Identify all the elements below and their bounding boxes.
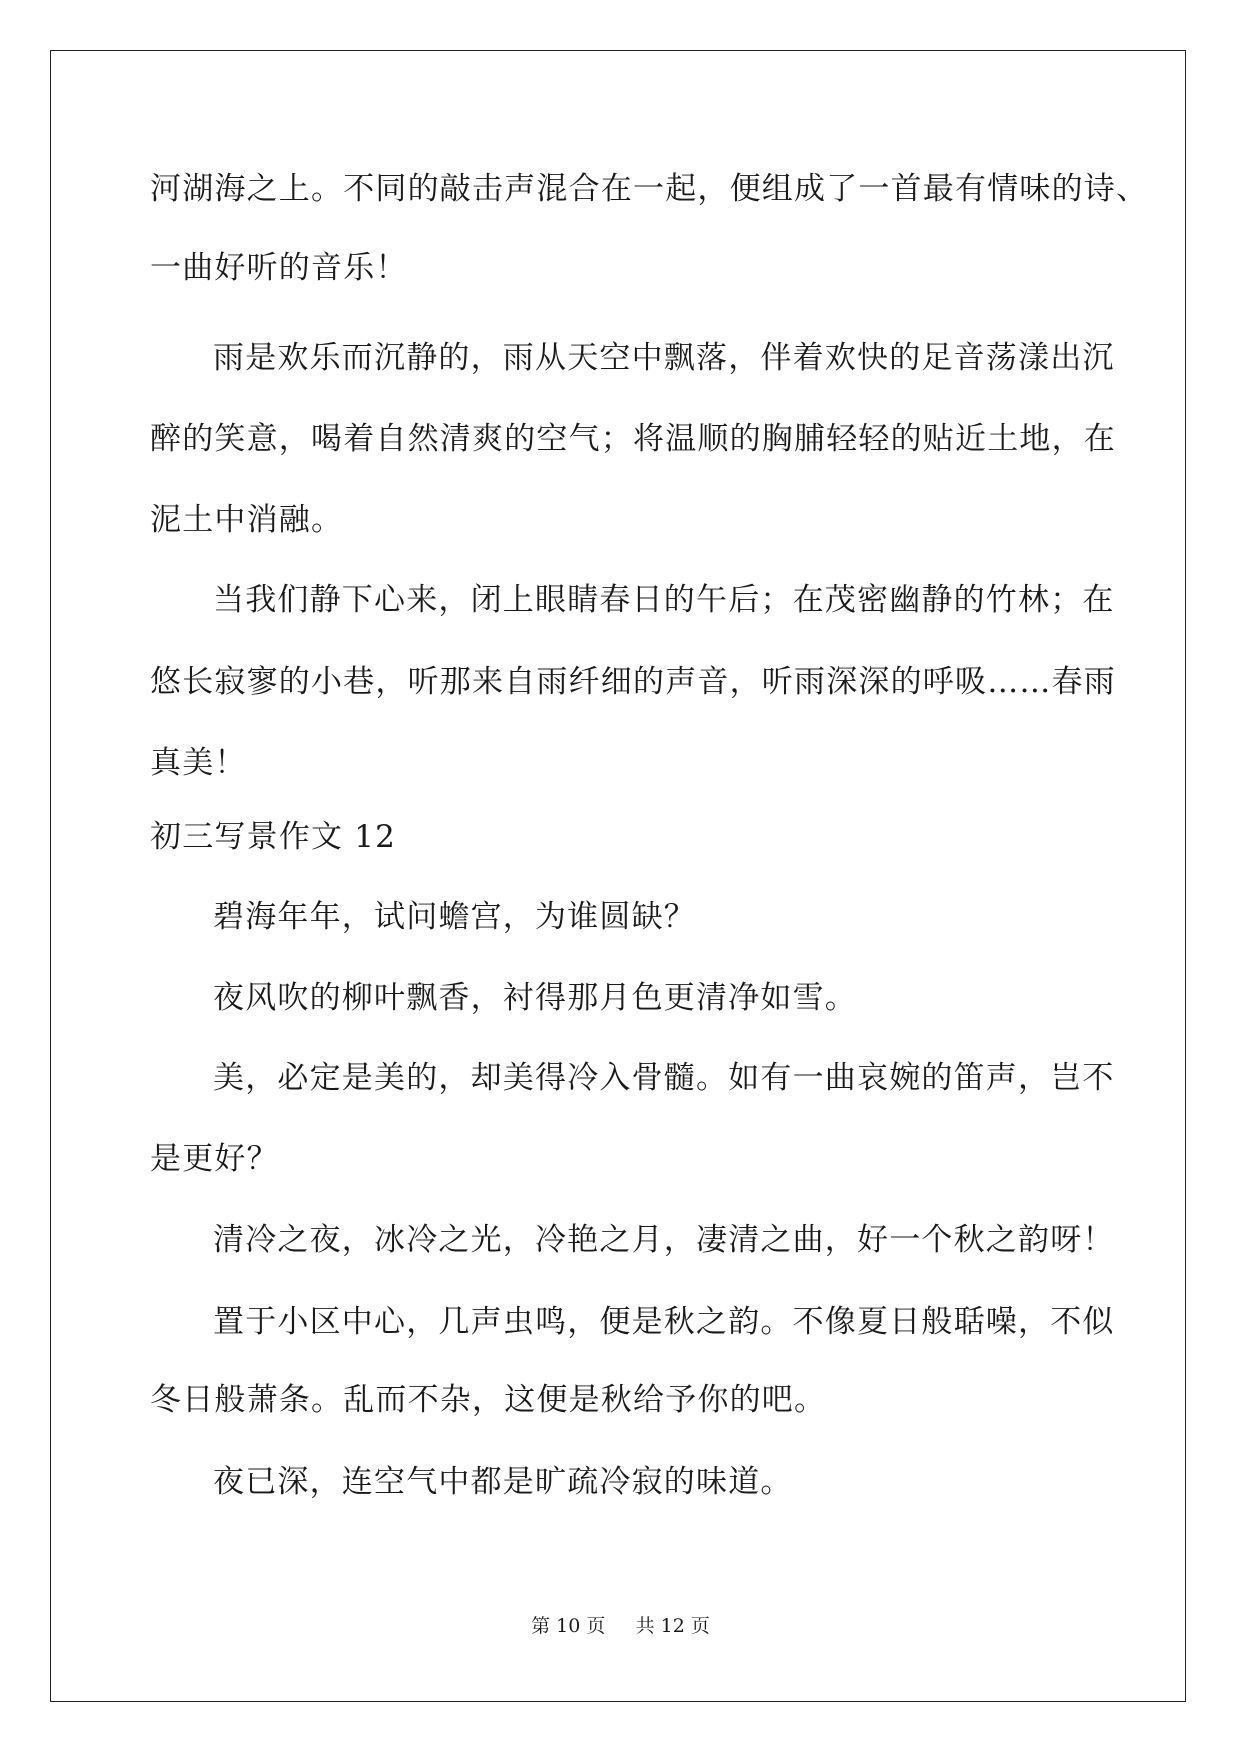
text-line: 真美！ <box>150 745 247 781</box>
paragraph-start-line: 夜已深，连空气中都是旷疏冷寂的味道。 <box>213 1464 793 1500</box>
page-number: 第 10 页 <box>531 1615 606 1637</box>
page-total: 共 12 页 <box>635 1615 710 1637</box>
page-footer <box>0 1614 1241 1638</box>
text-line: 悠长寂寥的小巷，听那来自雨纤细的声音，听雨深深的呼吸……春雨 <box>150 664 1116 700</box>
paragraph-start-line: 当我们静下心来，闭上眼睛春日的午后；在茂密幽静的竹林；在 <box>213 582 1115 618</box>
text-line: 一曲好听的音乐！ <box>150 250 408 286</box>
paragraph-start-line: 美，必定是美的，却美得冷入骨髓。如有一曲哀婉的笛声，岂不 <box>213 1060 1115 1096</box>
text-line: 冬日般萧条。乱而不杂，这便是秋给予你的吧。 <box>150 1382 827 1418</box>
section-heading: 初三写景作文 12 <box>150 819 397 855</box>
paragraph-start-line: 夜风吹的柳叶飘香，衬得那月色更清净如雪。 <box>213 980 857 1016</box>
paragraph-start-line: 清冷之夜，冰冷之光，冷艳之月，凄清之曲，好一个秋之韵呀！ <box>213 1222 1115 1258</box>
paragraph-start-line: 碧海年年，试问蟾宫，为谁圆缺？ <box>213 899 696 935</box>
paragraph-start-line: 雨是欢乐而沉静的，雨从天空中飘落，伴着欢快的足音荡漾出沉 <box>213 340 1115 376</box>
text-line: 醉的笑意，喝着自然清爽的空气；将温顺的胸脯轻轻的贴近土地，在 <box>150 421 1116 457</box>
text-line: 是更好？ <box>150 1141 279 1177</box>
page-border <box>50 50 1186 1702</box>
text-line: 河湖海之上。不同的敲击声混合在一起，便组成了一首最有情味的诗、 <box>150 171 1149 207</box>
paragraph-start-line: 置于小区中心，几声虫鸣，便是秋之韵。不像夏日般聒噪，不似 <box>213 1304 1115 1340</box>
text-line: 泥土中消融。 <box>150 502 344 538</box>
